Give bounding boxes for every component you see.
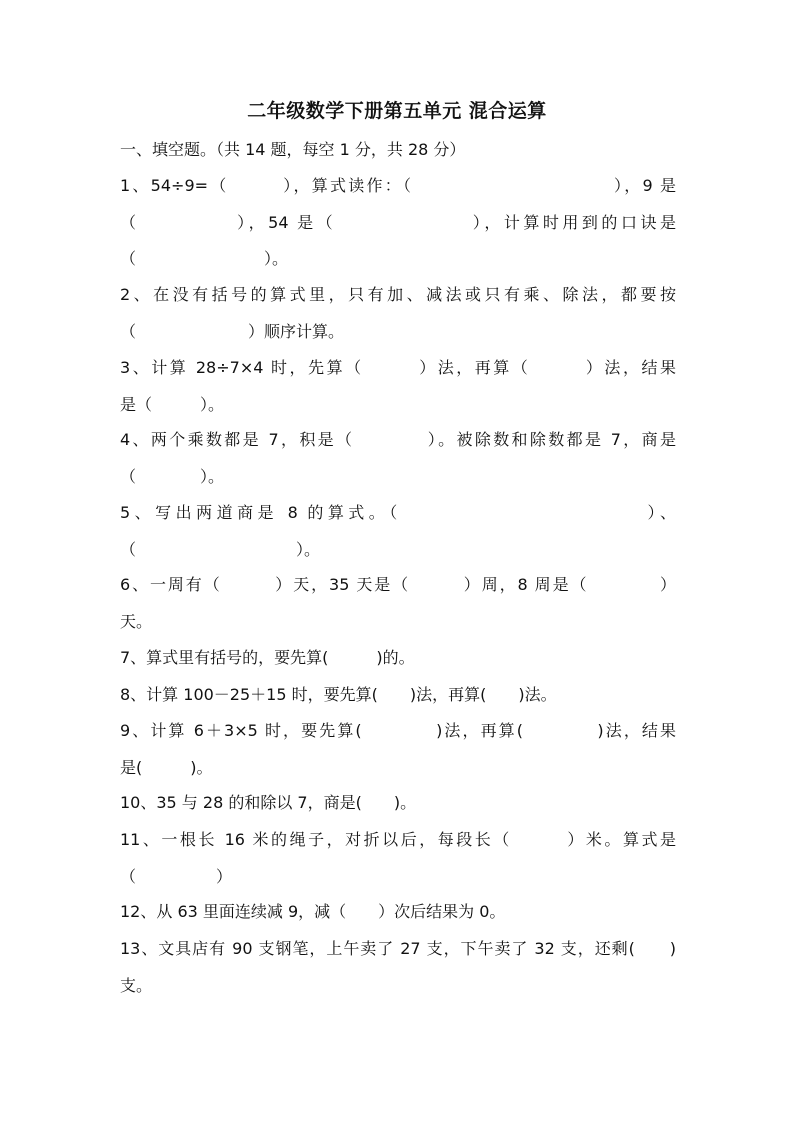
question-6-line-1: 6、一周有（ ）天，35 天是（ ）周，8 周是（ ） bbox=[120, 575, 676, 594]
question-7 bbox=[120, 640, 676, 677]
question-1-line-3: （ ）。 bbox=[120, 249, 289, 268]
question-11 bbox=[120, 822, 676, 895]
question-5 bbox=[120, 495, 676, 568]
question-1 bbox=[120, 168, 676, 278]
question-11-line-1: 11、一根长 16 米的绳子，对折以后，每段长（ ）米。算式是 bbox=[120, 830, 676, 849]
question-8 bbox=[120, 677, 676, 714]
question-3-line-2: 是（ ）。 bbox=[120, 394, 225, 414]
question-7-line-1: 7、算式里有括号的，要先算( )的。 bbox=[120, 648, 415, 667]
question-9-line-2: 是( )。 bbox=[120, 757, 213, 777]
question-4-line-1: 4、两个乘数都是 7，积是（ ）。被除数和除数都是 7，商是 bbox=[120, 430, 676, 449]
question-2-line-1: 2、在没有括号的算式里，只有加、减法或只有乘、除法，都要按 bbox=[120, 285, 676, 304]
question-4 bbox=[120, 422, 676, 495]
question-13-line-1: 13、文具店有 90 支钢笔，上午卖了 27 支，下午卖了 32 支，还剩( ) bbox=[120, 939, 676, 958]
question-10-line-1: 10、35 与 28 的和除以 7，商是( )。 bbox=[120, 793, 417, 812]
question-6 bbox=[120, 567, 676, 640]
question-9 bbox=[120, 713, 676, 786]
page-title: 二年级数学下册第五单元 混合运算 bbox=[247, 100, 547, 122]
question-12-line-1: 12、从 63 里面连续减 9，减（ ）次后结果为 0。 bbox=[120, 902, 506, 921]
question-3 bbox=[120, 350, 676, 423]
question-1-line-1: 1、54÷9=（ ），算式读作：（ ），9 是 bbox=[120, 176, 676, 195]
question-12 bbox=[120, 894, 676, 931]
question-5-line-1: 5、写出两道商是 8 的算式。（ ）、 bbox=[120, 503, 676, 522]
question-4-line-2: （ ）。 bbox=[120, 466, 225, 486]
question-3-line-1: 3、计算 28÷7×4 时，先算（ ）法，再算（ ）法，结果 bbox=[120, 358, 676, 377]
question-13 bbox=[120, 931, 676, 1004]
question-2-line-2: （ ）顺序计算。 bbox=[120, 321, 345, 341]
question-6-line-2: 天。 bbox=[120, 611, 153, 631]
question-11-line-2: （ ） bbox=[120, 866, 233, 886]
question-8-line-1: 8、计算 100－25＋15 时，要先算( )法，再算( )法。 bbox=[120, 685, 557, 704]
section-heading: 一、填空题。（共 14 题，每空 1 分，共 28 分） bbox=[120, 140, 466, 159]
question-2 bbox=[120, 277, 676, 350]
question-5-line-2: （ ）。 bbox=[120, 539, 321, 559]
question-9-line-1: 9、计算 6＋3×5 时，要先算( )法，再算( )法，结果 bbox=[120, 721, 676, 740]
question-13-line-2: 支。 bbox=[120, 975, 153, 995]
question-10 bbox=[120, 785, 676, 822]
question-1-line-2: （ ），54 是（ ），计算时用到的口诀是 bbox=[120, 212, 676, 232]
